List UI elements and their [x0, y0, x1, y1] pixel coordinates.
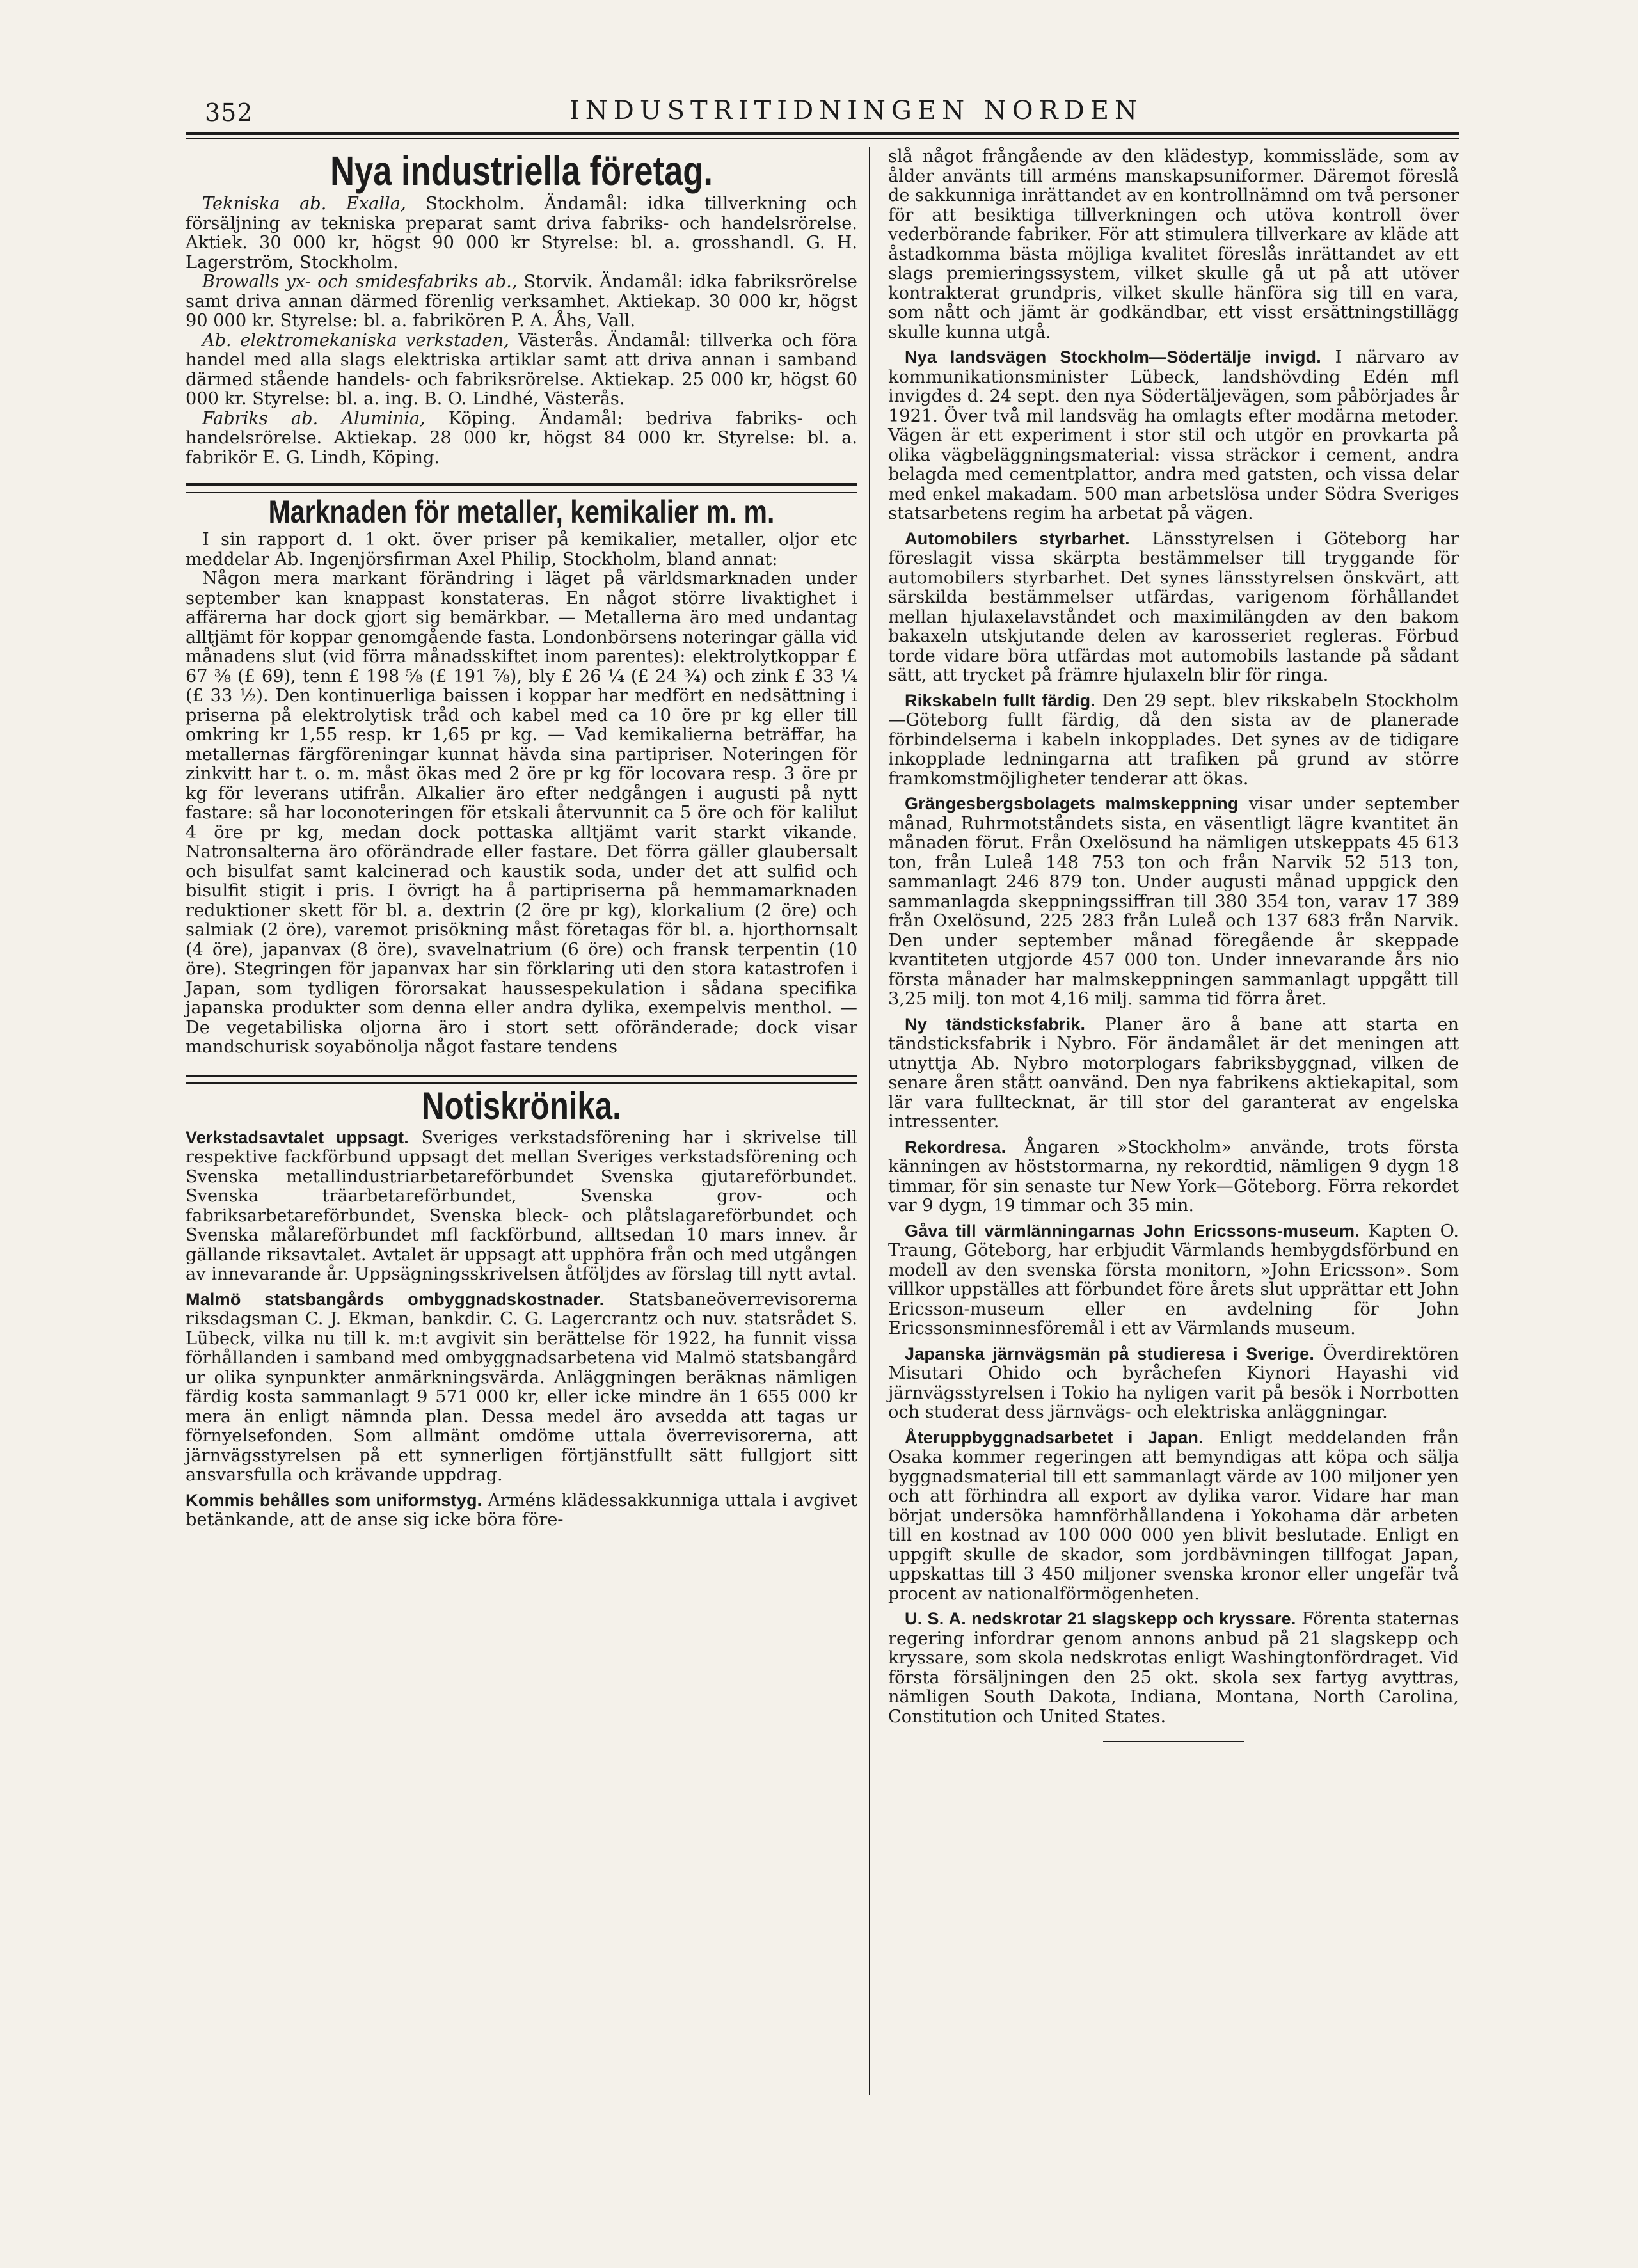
notice-text: Ångaren »Stockholm» använde, trots första känningen av höststormarna, ny rekordtid, nämligen 9 dygn 18 timmar, för sin senaste tur New York—Göteborg. Förra rekordet var 9 dygn, 19 timmar och 35 min. — [888, 1137, 1459, 1216]
section-heading-notiskronika: Notiskrönika. — [422, 1084, 621, 1127]
company-name: Browalls yx- och smidesfabriks ab., — [202, 272, 518, 292]
notice-item — [186, 1290, 857, 1486]
notice-item — [888, 794, 1459, 1010]
header-rule-thin — [186, 138, 1459, 139]
notice-text: Länsstyrelsen i Göteborg har föreslagit vissa skärpta bestämmelser till tryggande för automobilers styrbarhet. Det synes länsstyrelsen önskvärt, att särskilda bestämmelser utfärdas, varigenom förhållandet mellan hjulaxelavståndet och maximilängden av den bakom bakaxeln utskjutande delen av karosseriet regleras. Förbud torde vidare böra utfärdas mot automobils lastande på sådant sätt, att trycket på främre hjulaxeln blir för ringa. — [888, 528, 1459, 685]
running-title: INDUSTRITIDNINGEN NORDEN — [569, 96, 1143, 125]
notice-text: Enligt meddelanden från Osaka kommer regeringen att bemyndigas att köpa och sälja byggnadsmaterial till ett sammanlagt värde av 100 miljoner yen och att förhindra all export av dylika varor. Vidare har man börjat undersöka hamnförhållandena i Yokohama där arbeten till en kostnad av 100 000 000 yen blivit beslutade. Enligt en uppgift skulle de skador, som jordbävningen tillfogat Japan, uppskattas till 3 450 miljoner svenska kronor eller ungefär två procent av nationalförmögenheten. — [888, 1427, 1459, 1604]
company-entry — [186, 331, 857, 409]
notice-item — [888, 1015, 1459, 1132]
market-intro: I sin rapport d. 1 okt. över priser på kemikalier, metaller, oljor etc meddelar Ab. Ingenjörsfirman Axel Philip, Stockholm, bland annat: — [186, 530, 857, 569]
notice-text: I närvaro av kommunikationsminister Lübeck, landshövding Edén mfl invigdes d. 24 sept. den nya Södertäljevägen, som påbörjades år 1921. Över två mil landsväg ha omlagts efter modärna metoder. Vägen är ett experiment i stor stil och utgör en provkarta på olika vägbeläggningsmaterial: vissa sträckor i cement, andra belagda med cementplattor, andra med gatsten, och vissa delar med enkel makadam. 500 man arbetslösa under Södra Sveriges statsarbetens regim ha arbetat på vägen. — [888, 347, 1459, 523]
page-header — [186, 90, 1459, 136]
notice-text: Planer äro å bane att starta en tändsticksfabrik i Nybro. För ändamålet är det meningen att utnyttja Ab. Nybro motorplogars fabriksbyggnad, vilken de senare åren stått oanvänd. Den nya fabrikens aktiekapital, som lär vara fulltecknat, är till stor del garanterat av engelska intressenter. — [888, 1014, 1459, 1132]
page-number: 352 — [205, 99, 253, 127]
notice-headline: Kommis behålles som uniformstyg. — [186, 1490, 482, 1510]
notice-text: Förenta staternas regering infordrar genom annons anbud på 21 slagskepp och kryssare, som skola nedskrotas enligt Washingtonfördraget. Vid första försäljningen den 25 okt. skola sex fartyg avyttras, nämligen South Dakota, Indiana, Montana, North Carolina, Constitution och United States. — [888, 1609, 1459, 1727]
notice-item — [888, 529, 1459, 686]
notice-headline: U. S. A. nedskrotar 21 slagskepp och kryssare. — [905, 1609, 1296, 1628]
notice-headline: Ny tändsticksfabrik. — [905, 1014, 1086, 1034]
end-rule — [1103, 1741, 1244, 1742]
notice-text: Sveriges verkstadsförening har i skrivelse till respektive fackförbund uppsagt det mellan Sveriges verkstadsförening och Svenska metallindustriarbetareförbundet Svenska gjutareförbundet. Svenska träarbetareförbundet, Svenska grov- och fabriksarbetareförbundet, Svenska bleck- och plåtslagareförbundet och Svenska målareförbundet mfl fackförbund, alltsedan 10 mars innev. år gällande riksavtalet. Avtalet är uppsagt att upphöra från och med utgången av innevarande år. Uppsägningsskrivelsen åtföljdes av förslag till nytt avtal. — [186, 1127, 857, 1284]
notice-headline: Malmö statsbangårds ombyggnadskostnader. — [186, 1289, 605, 1309]
left-column — [186, 147, 857, 1530]
notice-headline: Automobilers styrbarhet. — [905, 528, 1130, 548]
notice-headline: Rekordresa. — [905, 1137, 1006, 1157]
notice-item — [888, 1138, 1459, 1216]
section-heading-nya-industriella-foretag: Nya industriella företag. — [330, 148, 713, 194]
notice-headline: Grängesbergsbolagets malmskeppning — [905, 794, 1239, 813]
company-name: Ab. elektromekaniska verkstaden, — [202, 330, 509, 351]
section-divider — [186, 1075, 857, 1084]
company-text: Köping. Ändamål: bedriva fabriks- och handelsrörelse. Aktiekap. 28 000 kr, högst 84 000 kr. Styrelse: bl. a. fabrikör E. G. Lindh, Köping. — [186, 408, 857, 468]
company-entry — [186, 194, 857, 273]
company-entry — [186, 273, 857, 331]
company-text: Västerås. Ändamål: tillverka och föra handel med alla slags elektriska artiklar samt att driva annan i samband därmed stående handels- och fabriksrörelse. Aktiekap. 25 000 kr, högst 60 000 kr. Styrelse: bl. a. ing. B. O. Lindhé, Västerås. — [186, 330, 857, 409]
notice-item — [888, 1344, 1459, 1423]
notice-headline: Gåva till värmlänningarnas John Ericssons-museum. — [905, 1221, 1360, 1241]
notice-item — [186, 1128, 857, 1285]
notice-headline: Återuppbyggnadsarbetet i Japan. — [905, 1427, 1204, 1447]
notice-headline: Japanska järnvägsmän på studieresa i Sverige. — [905, 1344, 1315, 1363]
notice-text: Kapten O. Traung, Göteborg, har erbjudit Värmlands hembygdsförbund en modell av den svenska första monitorn, »John Ericsson». Som villkor uppställes att förbundet före årets slut upprättar ett John Ericsson-museum eller en avdelning för John Ericssonsminnesföremål i ett av Värmlands museum. — [888, 1221, 1459, 1338]
notice-item — [888, 1428, 1459, 1605]
header-rule — [186, 132, 1459, 135]
notice-item — [888, 1221, 1459, 1339]
notice-text: Arméns klädessakkunniga uttala i avgivet betänkande, att de anse sig icke böra före- — [186, 1490, 858, 1530]
notice-text: Den 29 sept. blev rikskabeln Stockholm—Göteborg fullt färdig, då den sista av de planerade förbindelserna i kabeln inkopplades. Det synes av de tidigare inkopplade ledningarna att trafiken på grund av större framkomstmöjligheter tenderar att ökas. — [888, 690, 1459, 789]
company-text: Storvik. Ändamål: idka fabriksrörelse samt driva annan därmed förenlig verksamhet. Aktiekap. 30 000 kr, högst 90 000 kr. Styrelse: bl. a. fabrikören P. A. Åhs, Vall. — [186, 272, 857, 331]
market-body: Någon mera markant förändring i läget på världsmarknaden under september kan knappast konstateras. En något större livaktighet i affärerna har dock gjort sig bemärkbar. — Metallerna äro med undantag alltjämt för koppar genomgående fasta. Londonbörsens noteringar gälla vid månadens slut (vid förra månadsskiftet inom parentes): elektrolytkoppar £ 67 ⅜ (£ 69), tenn £ 198 ⅝ (£ 191 ⅞), bly £ 26 ¼ (£ 24 ¾) och zink £ 33 ¼ (£ 33 ½). Den kontinuerliga baissen i koppar har medfört en nedsättning i priserna på elektrolytisk tråd och kabel med ca 10 öre pr kg eller till omkring kr 1,55 resp. kr 1,65 pr kg. — Vad kemikalierna beträffar, ha metallernas färgföreningar kunnat hävda sina partipriser. Noteringen för zinkvitt har t. o. m. måst ökas med 2 öre pr kg för locovara resp. 3 öre pr kg för leverans utifrån. Alkalier äro efter nedgången i augusti på nytt fastare: så har loconoteringen för etskali återvunnit ca 5 öre och för kalilut 4 öre pr kg, medan dock pottaska alltjämt varit starkt vikande. Natronsalterna äro oförändrade eller fastare. Det förra gäller glaubersalt och bisulfat samt kalcinerad och kaustik soda, under det att sulfid och bisulfit stigit i pris. I övrigt ha å partipriserna på hemmamarknaden reduktioner skett för bl. a. dextrin (2 öre pr kg), klorkalium (2 öre) och salmiak (2 öre), varemot prisökning måst företagas för bl. a. hjorthornsalt (4 öre), japanvax (8 öre), svavelnatrium (6 öre) och fransk terpentin (10 öre). Stegringen för japanvax har sin förklaring uti den stora katastrofen i Japan, som tydligen förorsakat haussespekulation i sådana specifika japanska produkter som denna eller andra dylika, exempelvis menthol. — De vegetabiliska oljorna äro i stort sett oföränderade; dock visar mandschurisk soyabönolja något fastare tendens — [186, 569, 857, 1057]
notice-item — [888, 347, 1459, 524]
company-name: Fabriks ab. Aluminia, — [202, 408, 425, 429]
company-entry — [186, 409, 857, 468]
column-divider — [869, 147, 870, 2095]
company-text: Stockholm. Ändamål: idka tillverkning och försäljning av tekniska preparat samt driva fabriks- och handelsrörelse. Aktiek. 30 000 kr, högst 90 000 kr Styrelse: bl. a. grosshandl. G. H. Lagerström, Stockholm. — [186, 194, 857, 273]
notice-item — [888, 1609, 1459, 1727]
notice-headline: Verkstadsavtalet uppsagt. — [186, 1127, 410, 1147]
notice-text: Statsbaneöverrevisorerna riksdagsman C. J. Ekman, bankdir. C. G. Lagercrantz och nuv. statsrådet S. Lübeck, vilka nu till k. m:t avgivit sin berättelse för 1922, ha funnit vissa förhållanden i samband med ombyggnadsarbetena vid Malmö statsbangård ur olika synpunkter anmärkningsvärda. Anläggningen beräknas nämligen färdig kosta sammanlagt 9 571 000 kr, eller icke mindre än 1 655 000 kr mera än enligt nämnda plan. Dessa medel äro avsedda att tagas ur förnyelsefonden. Som allmänt omdöme uttala överrevisorerna, att järnvägsstyrelsen på ett synnerligen förtjänstfullt sätt fullgjort sitt ansvarsfulla och krävande uppdrag. — [186, 1289, 857, 1485]
notice-text: visar under september månad, Ruhrmotståndets sista, en väsentligt lägre kvantitet än månaden förut. Från Oxelösund ha nämligen utskeppats 45 613 ton, från Luleå 148 753 ton och från Narvik 52 513 ton, sammanlagt 246 879 ton. Under augusti månad uppgick den sammanlagda skeppningssiffran till 380 354 ton, varav 17 389 från Oxelösund, 225 283 från Luleå och 137 683 från Narvik. Den under september månad föregående år skeppade kvantiteten utgjorde 457 000 ton. Under innevarande års nio första månader har malmskeppningen sammanlagt uppgått till 3,25 milj. ton mot 4,16 milj. samma tid förra året. — [888, 794, 1459, 1009]
notice-text: Överdirektören Misutari Ohido och byråchefen Kiynori Hayashi vid järnvägsstyrelsen i Tokio ha nyligen varit på besök i Norrbotten och studerat dess järnvägs- och elektriska anläggningar. — [888, 1344, 1459, 1422]
notice-item — [186, 1491, 857, 1530]
notice-item — [888, 691, 1459, 789]
continuation-text: slå något frångående av den klädestyp, kommissläde, som av ålder använts till arméns manskapsuniformer. Däremot föreslå de sakkunniga inrättandet av en kontrollnämnd om två personer för att besiktiga tillverkningen och utöva kontroll över vederbörande fabriker. För att stimulera tillverkare av kläde att åstadkomma bästa möjliga kvalitet föreslås inrättandet av ett slags premieringssystem, vilket skulle gå ut på att utöver kontrakterat grundpris, vilket skulle hänföra sig till en vara, som nått och jämt är godkändbar, ett visst ersättningstillägg skulle kunna utgå. — [888, 147, 1459, 342]
company-name: Tekniska ab. Exalla, — [202, 194, 406, 214]
notice-headline: Rikskabeln fullt färdig. — [905, 690, 1096, 710]
right-column — [888, 147, 1459, 1742]
notice-headline: Nya landsvägen Stockholm—Södertälje invigd. — [905, 347, 1321, 367]
section-heading-marknaden: Marknaden för metaller, kemikalier m. m. — [268, 494, 775, 530]
section-divider — [186, 483, 857, 493]
